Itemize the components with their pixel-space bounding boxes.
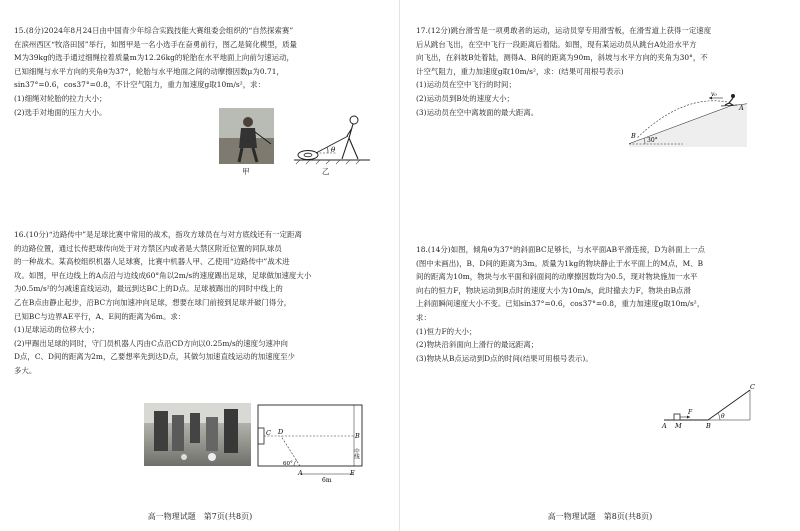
q16-line: 多大。 [14,365,37,375]
soccer-field-diagram [254,404,366,484]
stick-figure-body [342,124,358,159]
robot-soccer-photo-art [144,403,251,466]
right-page [400,0,800,531]
ground-hatch [296,160,360,164]
q16-line: D点，C、D间的距离为2m，乙要想率先到达D点，其做匀加速直线运动的加速度至少 [14,352,295,362]
q17-line: (3)运动员在空中离坡面的最大距离。 [416,107,539,117]
question-16 [14,228,394,378]
point-B-label: B [706,422,711,430]
q15-line: (1)细绳对轮胎的拉力大小； [14,93,107,103]
q15-line: 在滨州西区“牧洛田园”举行，如图甲是一名小选手在奋勇前行，图乙是简化模型，质量 [14,39,297,49]
q17-line: (1)运动员在空中飞行的时间； [416,80,516,90]
question-18 [416,243,796,365]
incline-surface [708,390,750,420]
incline-diagram [658,384,758,434]
q18-line: (图中未画出)，B、D间的距离为3m。质量为1kg的物块静止于水平面上的M点，M、B [416,258,704,268]
point-B-label: B [355,432,360,440]
q15-line: (2)选手对地面的压力大小。 [14,107,107,117]
goal-box [258,428,264,444]
point-A-label: A [298,469,303,477]
q18-line: 18.(14分)如图，倾角θ为37°的斜面BC足够长，与水平面AB平滑连接，D为斜面上一点 [416,245,705,254]
point-E-label: E [350,469,355,477]
midline-label: 中线 [353,448,359,459]
q18-line: (2)物块沿斜面向上滑行的最远距离； [416,340,539,350]
q16-line: 的边路位置，通过长传把球传向处于对方禁区内或者是大禁区附近位置的同队球员 [14,243,282,253]
q17-line: 计空气阻力，重力加速度g取10m/s²，求：(结果可用根号表示) [416,66,624,76]
field-border [258,405,362,466]
angle-30-label: 30° [647,137,658,144]
q15-line: sin37°=0.6，cos37°=0.8，不计空气阻力，重力加速度g取10m/s²，求： [14,80,266,90]
q18-line: 上斜面瞬间速度大小不变。已知sin37°=0.6，cos37°=0.8，重力加速度g取10m/s²， [416,299,705,309]
q18-line: (3)物块从B点运动到D点的时间(结果可用根号表示)。 [416,353,593,363]
q17-line: 17.(12分)跳台滑雪是一项勇敢者的运动，运动员穿专用滑雪板，在滑雪道上获得一定速度 [416,26,712,35]
skier-icon [721,94,737,106]
q16-line: 已知BC与边界AE平行，A、E间的距离为6m。求： [14,311,186,321]
force-F-label: F [688,409,693,416]
q15-line: 15.(8分)2024年8月24日由中国青少年综合实践技能大赛组委会组织的“自然探索赛” [14,26,294,35]
q18-line: 间的距离为10m，物块与水平面和斜面间的动摩擦因数均为0.5，现对物块施加一水平 [416,272,698,282]
q18-line: (1)恒力F的大小； [416,326,477,336]
point-M-label: M [675,422,682,430]
question-15 [14,24,394,119]
q16-line: 16.(10分)“边路传中”是足球比赛中常用的战术，指攻方球员在与对方底线还有一定距离 [14,230,302,239]
ski-jump-diagram [623,90,749,148]
right-page-footer: 高一物理试题 第8页(共8页) [547,512,653,521]
robot-soccer-photo [144,403,251,466]
q16-line: 乙在B点由静止起步，沿BC方向加速冲向足球，想要在球门前接到足球并破门得分， [14,297,292,307]
q17-line: 后从跳台飞出，在空中飞行一段距离后着陆。如图，现有某运动员从跳台A处沿水平方 [416,39,697,49]
figure-jia-photo [219,108,274,164]
left-page-footer: 高一物理试题 第7页(共8页) [147,512,253,521]
point-C-label: C [266,429,271,437]
point-B-label: B [631,132,636,140]
q17-line: (2)运动员到B处的速度大小； [416,93,514,103]
angle-60-label: 60° [283,461,293,467]
block-shape [674,414,680,420]
q16-line: 的一种战术。某高校组织机器人足球赛，比赛中机器人甲、乙使用“边路传中”战术进 [14,257,290,267]
v0-label: v₀ [711,91,717,98]
q18-line: 求： [416,312,431,322]
point-D-label: D [278,428,284,436]
figure-yi-caption: 乙 [322,167,330,176]
figure-jia-photo-art [219,108,274,164]
q16-line: (2)甲踢出足球的同时，守门员机器人丙由C点沿CD方向以0.25m/s的速度匀速冲向 [14,338,288,348]
q16-line: (1)足球运动的位移大小； [14,325,100,335]
theta-label: θ [721,413,725,420]
distance-6m-label: 6m [322,477,332,484]
point-C-label: C [750,384,755,391]
point-A-label: A [662,422,667,430]
stick-figure-head [350,116,358,124]
figure-jia-caption: 甲 [242,167,250,176]
q17-line: 向飞出，在斜坡B处着陆，测得A、B间的距离为90m，斜坡与水平方向的夹角为30°，不 [416,53,708,63]
point-A-label: A [739,104,744,112]
theta-label: θ [331,146,336,154]
figure-yi-diagram [292,106,372,166]
q15-line: M为39kg的选手通过细绳拉着质量m为12.26kg的轮胎在水平地面上向前匀速运动， [14,53,294,63]
q15-line: 已知细绳与水平方向的夹角θ为37°，轮胎与水平地面之间的动摩擦因数μ为0.71， [14,66,284,76]
q16-line: 攻。如图，甲在边线上的A点沿与边线成60°角以2m/s的速度踢出足球，足球做加速度大小 [14,270,312,280]
q16-line: 为0.5m/s²的匀减速直线运动，最远到达BC上的D点。足球被踢出的同时中线上的 [14,284,283,294]
q18-line: 向右的恒力F，物块运动到B点时的速度大小为10m/s，此时撤去力F，物块由B点滑 [416,285,691,295]
